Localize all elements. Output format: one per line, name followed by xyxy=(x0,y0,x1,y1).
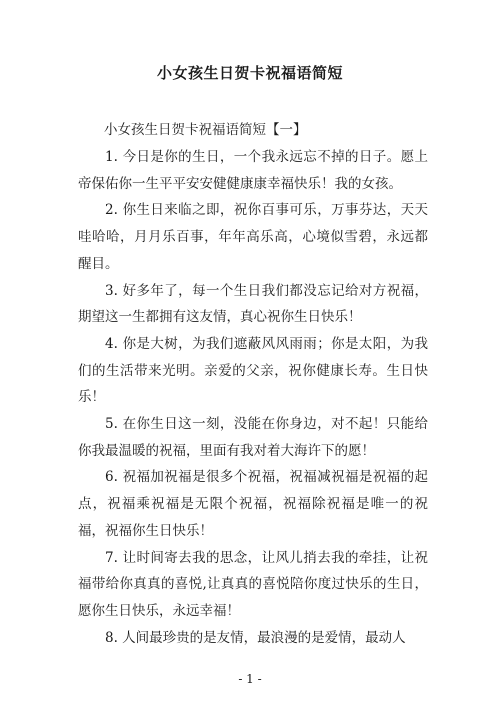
paragraph-8: 8. 人间最珍贵的是友情，最浪漫的是爱情，最动人 xyxy=(105,629,406,646)
paragraph-6: 6. 祝福加祝福是很多个祝福，祝福减祝福是祝福的起点，祝福乘祝福是无限个祝福，祝福除祝福是唯一的祝福，祝福你生日快乐！ xyxy=(78,469,428,539)
section-heading: 小女孩生日贺卡祝福语简短【一】 xyxy=(104,122,307,138)
paragraph-4: 4. 你是大树，为我们遮蔽风风雨雨；你是太阳，为我们的生活带来光明。亲爱的父亲，祝你健康长寿。生日快乐！ xyxy=(78,335,428,406)
paragraph-1: 1. 今日是你的生日，一个我永远忘不掉的日子。愿上帝保佑你一生平平安安健健康康幸福快乐！我的女孩。 xyxy=(78,149,428,192)
body-text xyxy=(78,144,428,651)
page-number: - 1 - xyxy=(238,672,262,686)
paragraph-2: 2. 你生日来临之即，祝你百事可乐，万事芬达，天天哇哈哈，月月乐百事，年年高乐高，心境似雪碧，永远都醒目。 xyxy=(78,202,428,272)
paragraph-7: 7. 让时间寄去我的思念，让风儿捎去我的牵挂，让祝福带给你真真的喜悦,让真真的喜悦陪你度过快乐的生日，愿你生日快乐，永远幸福！ xyxy=(78,549,428,619)
paragraph-3: 3. 好多年了，每一个生日我们都没忘记给对方祝福，期望这一生都拥有这友情，真心祝你生日快乐！ xyxy=(78,282,428,326)
paragraph-5: 5. 在你生日这一刻，没能在你身边，对不起！只能给你我最温暖的祝福，里面有我对着大海许下的愿！ xyxy=(78,416,428,459)
document-title: 小女孩生日贺卡祝福语简短 xyxy=(156,64,343,82)
